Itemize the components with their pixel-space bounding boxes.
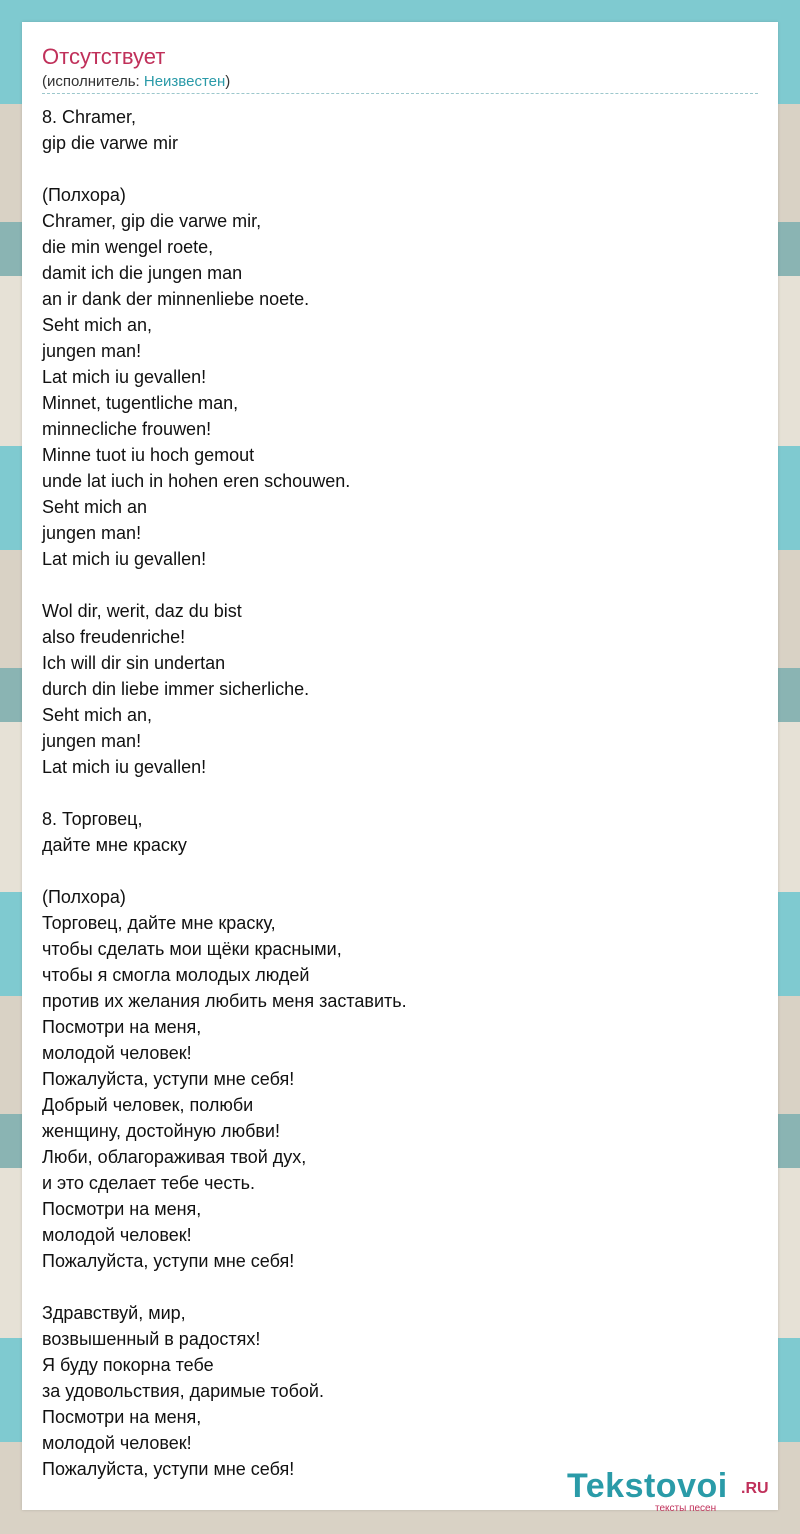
logo-tagline: тексты песен (655, 1503, 717, 1514)
site-logo[interactable] (567, 1468, 777, 1512)
logo-tld: .RU (741, 1480, 769, 1497)
artist-line (42, 72, 230, 92)
logo-wordmark: Tekstovoi (567, 1467, 728, 1505)
title-divider (42, 93, 758, 94)
lyrics-card (22, 22, 778, 1514)
lyrics-text: 8. Chramer, gip die varwe mir (Полхора) Chramer, gip die varwe mir, die min wengel roete, damit ich die jungen man an ir dank der minnenliebe noete. Seht mich an, jungen man! Lat mich iu gevallen! Minnet, tugentliche man, minnecliche frouwen! Minne tuot iu hoch gemout unde lat iuch in hohen eren schouwen. Seht mich an jungen man! Lat mich iu gevallen! Wol dir, werit, daz du bist also freudenriche! Ich will dir sin undertan durch din liebe immer sicherliche. Seht mich an, jungen man! Lat mich iu gevallen! 8. Торговец, дайте мне краску (Полхора) Торговец, дайте мне краску, чтобы сделать мои щёки красными, чтобы я смогла молодых людей против их желания любить меня заставить. Посмотри на меня, молодой человек! Пожалуйста, уступи мне себя! Добрый человек, полюби женщину, достойную любви! Люби, облагораживая твой дух, и это сделает тебе честь. Посмотри на меня, молодой человек! Пожалуйста, уступи мне себя! Здравствуй, мир, возвышенный в радостях! Я буду покорна тебе за удовольствия, даримые тобой. Посмотри на меня, молодой человек! Пожалуйста, уступи мне себя! (42, 107, 407, 1479)
song-title: Отсутствует (42, 44, 166, 69)
artist-link[interactable]: Неизвестен (143, 73, 226, 90)
artist-suffix: ) (225, 73, 231, 90)
artist-prefix: (исполнитель: (42, 73, 144, 90)
